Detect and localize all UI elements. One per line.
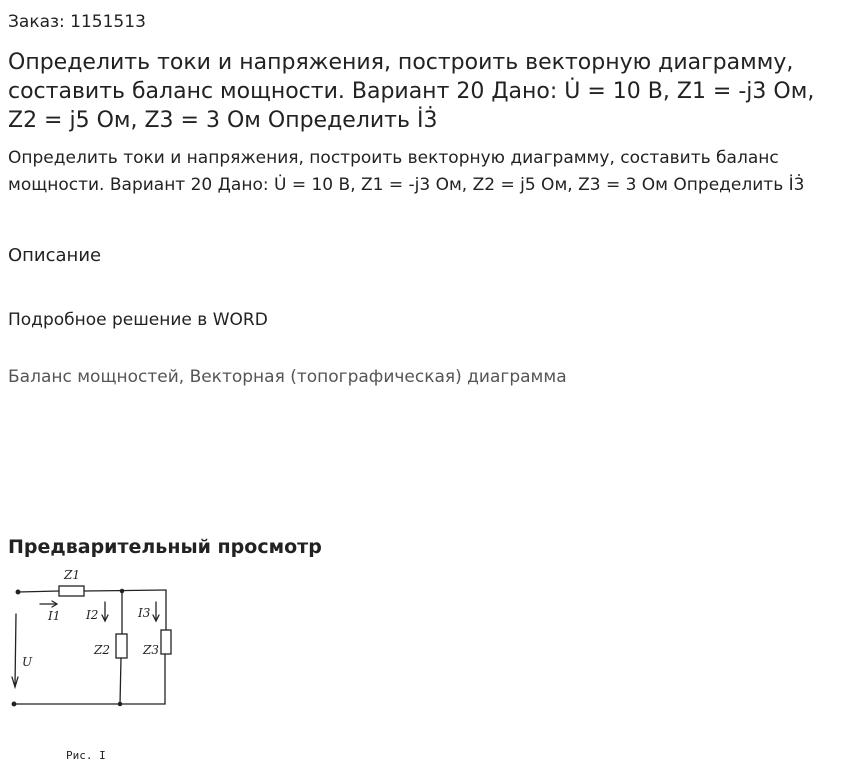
preview-image[interactable]	[4, 562, 184, 772]
label-z3: Z3	[143, 643, 159, 657]
label-u: U	[22, 655, 33, 669]
circuit-diagram	[4, 562, 184, 772]
wire-top-right	[84, 590, 166, 591]
page-title: Определить токи и напряжения, построить векторную диаграмму, составить баланс мощности. Вариант 20 Дано: U̇ = 10 В, Z1 = -j3 Ом, Z2 = j5 Ом, Z3 = 3 Ом Определить İ3̇	[8, 50, 815, 133]
node-top	[120, 589, 123, 592]
order-number: Заказ: 1151513	[8, 12, 146, 32]
tag-vector-diagram[interactable]: Векторная (топографическая) диаграмма	[189, 367, 567, 387]
description-heading: Описание	[8, 245, 102, 266]
label-z1: Z1	[64, 568, 80, 582]
resistor-z1	[59, 586, 84, 596]
solution-format: Подробное решение в WORD	[8, 310, 268, 330]
terminal-top	[16, 590, 20, 594]
resistor-z3	[161, 630, 171, 654]
label-i3: I3	[138, 606, 151, 620]
tag-list	[8, 365, 567, 389]
label-i1: I1	[48, 609, 61, 623]
wire-top-left	[18, 591, 59, 592]
wire-branch2-bottom	[120, 658, 121, 704]
label-z2: Z2	[94, 643, 110, 657]
task-description: Определить токи и напряжения, построить векторную диаграмму, составить баланс мощности. Вариант 20 Дано: U̇ = 10 В, Z1 = -j3 Ом, Z2 = j5 Ом, Z3 = 3 Ом Определить İ3̇	[8, 148, 805, 195]
preview-heading: Предварительный просмотр	[8, 536, 322, 558]
figure-caption: Рис. I	[66, 749, 106, 762]
node-bottom	[118, 702, 121, 705]
label-i2: I2	[86, 608, 99, 622]
tag-separator: ,	[178, 367, 190, 387]
tag-power-balance[interactable]: Баланс мощностей	[8, 367, 179, 387]
voltage-arrow-line	[15, 614, 16, 686]
resistor-z2	[116, 634, 127, 658]
